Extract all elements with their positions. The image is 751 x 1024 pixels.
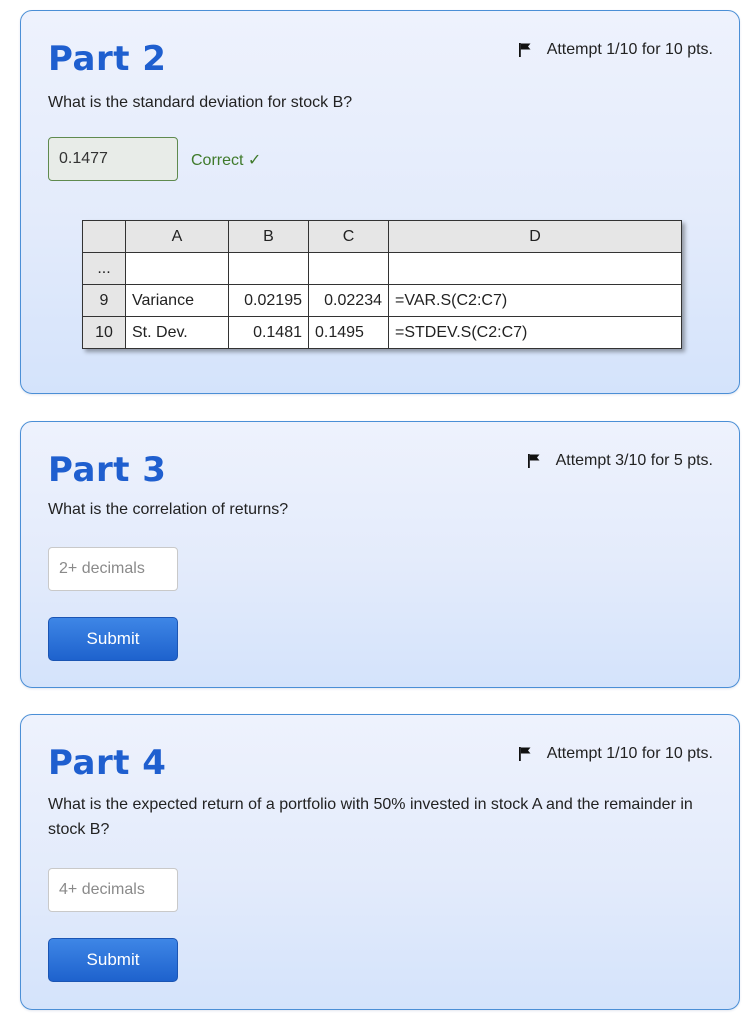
header-corner	[83, 221, 126, 253]
attempt-label: Attempt 1/10 for 10 pts.	[546, 745, 713, 762]
table-cell: 0.1495	[309, 317, 389, 349]
flag-icon[interactable]	[519, 43, 531, 57]
part-4-question: What is the expected return of a portfolio with 50% invested in stock A and the remainder in stock B?	[48, 796, 693, 838]
spreadsheet-table	[82, 220, 682, 349]
table-row	[83, 253, 682, 285]
part-4-submit-button[interactable]: Submit	[48, 938, 178, 982]
table-row	[83, 317, 682, 349]
attempt-label: Attempt 3/10 for 5 pts.	[555, 452, 713, 469]
attempt-label: Attempt 1/10 for 10 pts.	[546, 41, 713, 58]
table-row	[83, 285, 682, 317]
header-col-a: A	[126, 221, 229, 253]
header-col-b: B	[229, 221, 309, 253]
table-cell	[309, 253, 389, 285]
table-cell: 0.02195	[229, 285, 309, 317]
table-cell: 0.1481	[229, 317, 309, 349]
header-col-c: C	[309, 221, 389, 253]
part-2-attempt	[519, 41, 713, 59]
part-2-question: What is the standard deviation for stock B?	[48, 94, 353, 111]
table-cell	[229, 253, 309, 285]
part-3-attempt	[528, 452, 713, 470]
table-cell	[389, 253, 682, 285]
table-cell: St. Dev.	[126, 317, 229, 349]
part-3-question: What is the correlation of returns?	[48, 501, 289, 518]
header-col-d: D	[389, 221, 682, 253]
part-4-attempt	[519, 745, 713, 763]
table-cell: =VAR.S(C2:C7)	[389, 285, 682, 317]
part-3-submit-button[interactable]: Submit	[48, 617, 178, 661]
row-number: 9	[83, 285, 126, 317]
part-4-answer-input[interactable]	[48, 868, 178, 912]
part-3-answer-input[interactable]	[48, 547, 178, 591]
flag-icon[interactable]	[528, 454, 540, 468]
row-number: ...	[83, 253, 126, 285]
correct-feedback: Correct ✓	[191, 152, 262, 169]
table-cell: 0.02234	[309, 285, 389, 317]
part-2-answer-input[interactable]	[48, 137, 178, 181]
row-number: 10	[83, 317, 126, 349]
part-3-title: Part 3	[48, 450, 167, 490]
part-3-card	[20, 421, 740, 688]
part-2-card	[20, 10, 740, 394]
table-cell	[126, 253, 229, 285]
table-header-row	[83, 221, 682, 253]
flag-icon[interactable]	[519, 747, 531, 761]
table-cell: =STDEV.S(C2:C7)	[389, 317, 682, 349]
part-4-title: Part 4	[48, 743, 167, 783]
part-4-card	[20, 714, 740, 1010]
table-cell: Variance	[126, 285, 229, 317]
part-2-title: Part 2	[48, 39, 167, 79]
